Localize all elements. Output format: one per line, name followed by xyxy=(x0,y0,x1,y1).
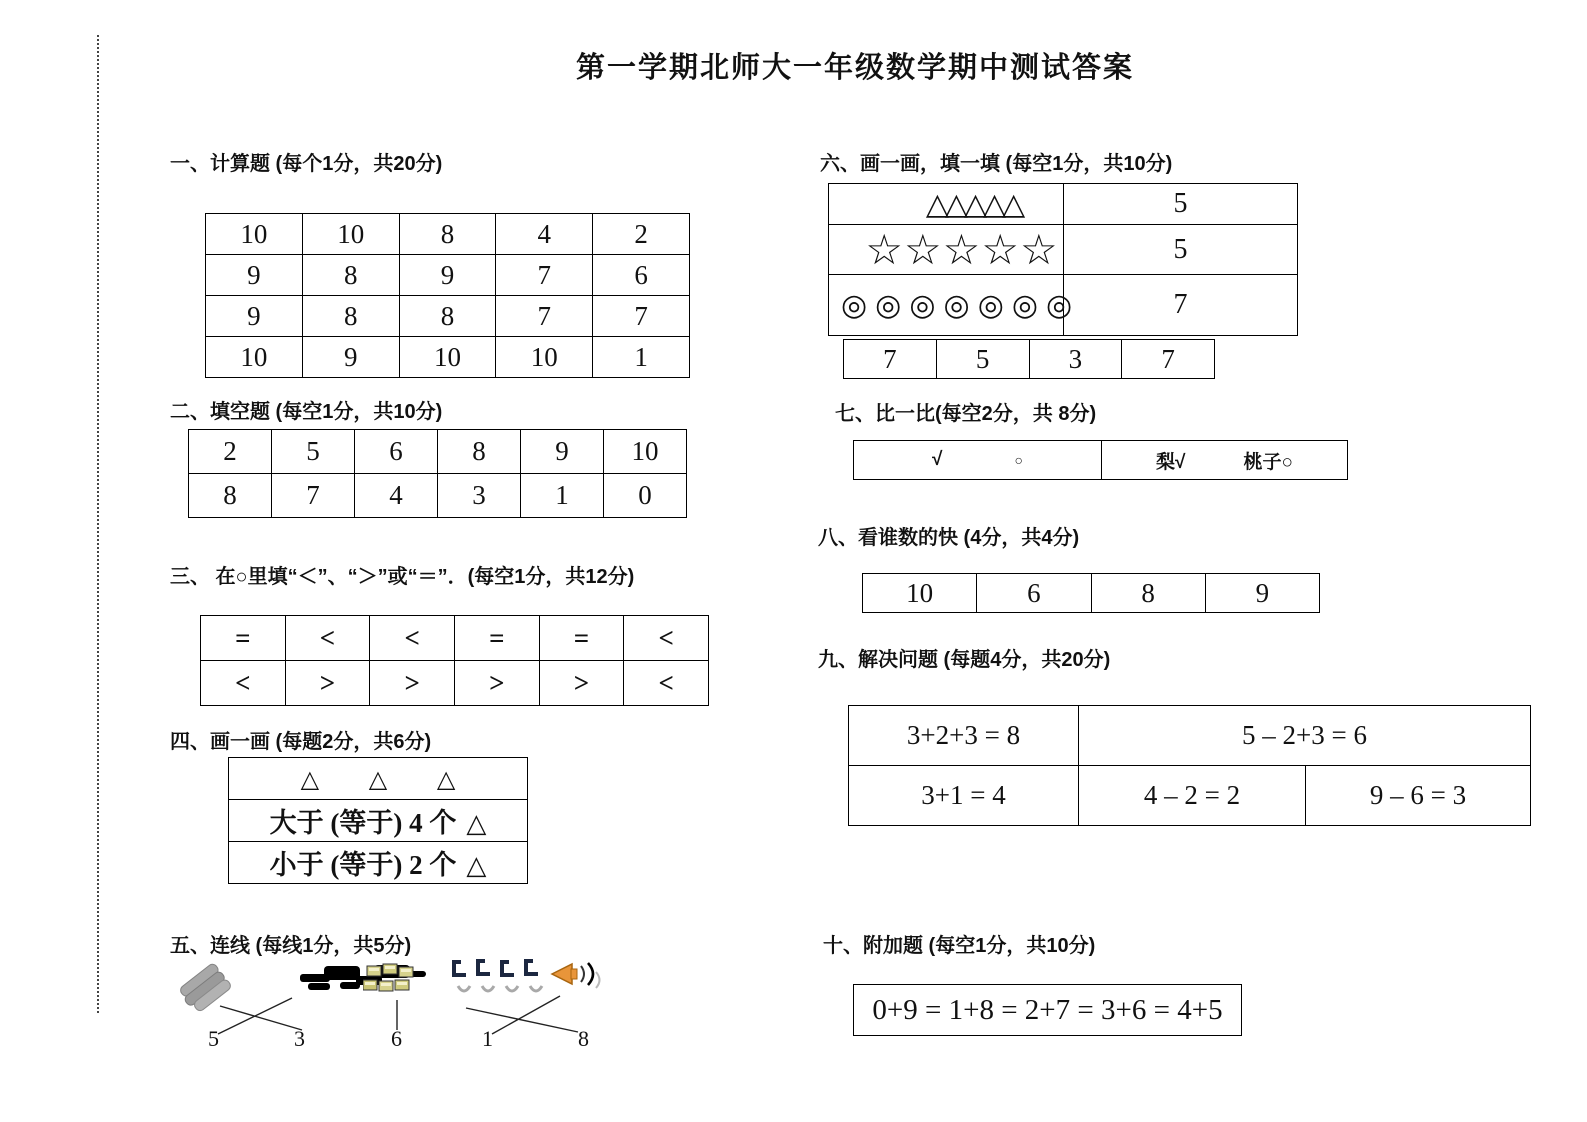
section-8-answer-table xyxy=(862,573,1320,613)
table-cell: 5 xyxy=(272,430,355,474)
table-cell: < xyxy=(285,616,370,661)
table-cell: < xyxy=(624,661,709,706)
section-6-count-table xyxy=(828,183,1298,336)
table-cell: 9 xyxy=(399,255,496,296)
table-cell: 3 xyxy=(438,474,521,518)
section-6-bottom-row xyxy=(843,339,1215,379)
table-cell: 8 xyxy=(1091,574,1205,613)
table-cell: 7 xyxy=(844,340,937,379)
table-cell: 8 xyxy=(189,474,272,518)
peach-answer: 桃子○ xyxy=(1243,451,1293,473)
section-8-heading: 八、看谁数的快 (4分，共4分) xyxy=(818,527,1080,549)
table-cell: 7 xyxy=(272,474,355,518)
section-4-heading: 四、画一画 (每题2分，共6分) xyxy=(170,731,432,753)
compare-right-cell xyxy=(1102,441,1348,480)
match-number: 5 xyxy=(208,1026,219,1051)
table-cell: 9 xyxy=(206,296,303,337)
table-cell: 10 xyxy=(496,337,593,378)
check-mark: √ xyxy=(932,449,943,470)
circle-shapes-cell xyxy=(829,275,1081,336)
match-number: 6 xyxy=(391,1026,402,1051)
triangle-icon: △ xyxy=(466,809,487,839)
count-answer: 7 xyxy=(1064,275,1298,336)
section-2-answer-table xyxy=(188,429,687,518)
section-3-answer-table xyxy=(200,615,709,706)
table-cell: = xyxy=(454,616,539,661)
match-number: 3 xyxy=(294,1026,305,1051)
section-5-heading: 五、连线 (每线1分，共5分) xyxy=(170,935,412,957)
triangle-icon: △ xyxy=(466,851,487,881)
table-cell: 10 xyxy=(604,430,687,474)
table-cell: 7 xyxy=(496,296,593,337)
table-cell: 9 xyxy=(302,337,399,378)
count-answer: 5 xyxy=(1064,184,1298,225)
section-9-heading: 九、解决问题 (每题4分，共20分) xyxy=(818,649,1111,671)
table-cell: < xyxy=(624,616,709,661)
table-cell: < xyxy=(201,661,286,706)
table-cell: 0 xyxy=(604,474,687,518)
less-than-row xyxy=(229,842,528,884)
page-title: 第一学期北师大一年级数学期中测试答案 xyxy=(575,52,1135,84)
triangles-row: △ △ △ xyxy=(229,758,528,800)
table-cell: 8 xyxy=(302,255,399,296)
table-cell: 8 xyxy=(399,214,496,255)
section-4-answer-table xyxy=(228,757,528,884)
triangle-shapes-cell xyxy=(829,184,1064,225)
less-than-label: 小于 (等于) 2 个 xyxy=(269,850,457,880)
stars-icon: ☆☆☆☆☆ xyxy=(865,225,1059,274)
table-cell: 6 xyxy=(977,574,1091,613)
section-9-answer-table xyxy=(848,705,1531,826)
table-cell: 4 xyxy=(496,214,593,255)
pear-answer: 梨√ xyxy=(1156,451,1186,473)
section-1-answer-table xyxy=(205,213,690,378)
table-cell: 2 xyxy=(189,430,272,474)
table-cell: 6 xyxy=(355,430,438,474)
circle-mark: ○ xyxy=(1014,452,1023,468)
table-cell: 1 xyxy=(593,337,690,378)
match-number: 8 xyxy=(578,1026,589,1051)
table-cell: 10 xyxy=(863,574,977,613)
table-cell: = xyxy=(539,616,624,661)
section-6-heading: 六、画一画，填一填 (每空1分，共10分) xyxy=(820,153,1173,175)
equation-cell: 5 – 2+3 = 6 xyxy=(1079,706,1531,766)
triangles-icon: △△△△△ xyxy=(925,186,1022,222)
table-cell: 10 xyxy=(206,337,303,378)
table-cell: 6 xyxy=(593,255,690,296)
section-3-heading: 三、 在○里填“＜”、“＞”或“＝”．(每空1分，共12分) xyxy=(170,566,635,588)
table-cell: < xyxy=(370,616,455,661)
table-cell: 5 xyxy=(936,340,1029,379)
table-cell: 7 xyxy=(1122,340,1215,379)
table-cell: > xyxy=(454,661,539,706)
table-cell: 9 xyxy=(206,255,303,296)
equation-cell: 3+2+3 = 8 xyxy=(849,706,1079,766)
table-cell: 10 xyxy=(206,214,303,255)
table-cell: > xyxy=(370,661,455,706)
compare-left-cell xyxy=(854,441,1102,480)
connection-lines xyxy=(160,950,665,1060)
page-margin-line xyxy=(97,35,99,1013)
table-cell: > xyxy=(285,661,370,706)
circles-icon: ◎◎◎◎◎◎◎ xyxy=(841,287,1081,323)
section-2-heading: 二、填空题 (每空1分，共10分) xyxy=(170,401,443,423)
section-10-heading: 十、附加题 (每空1分，共10分) xyxy=(823,935,1096,957)
table-cell: 10 xyxy=(399,337,496,378)
section-10-answer-box: 0+9 = 1+8 = 2+7 = 3+6 = 4+5 xyxy=(853,984,1242,1036)
table-cell: 3 xyxy=(1029,340,1122,379)
table-cell: 8 xyxy=(438,430,521,474)
table-cell: 2 xyxy=(593,214,690,255)
table-cell: 9 xyxy=(521,430,604,474)
table-cell: 8 xyxy=(399,296,496,337)
table-cell: 4 xyxy=(355,474,438,518)
greater-than-label: 大于 (等于) 4 个 xyxy=(269,808,457,838)
star-shapes-cell xyxy=(829,225,1064,275)
equation-cell: 3+1 = 4 xyxy=(849,766,1079,826)
table-cell: 10 xyxy=(302,214,399,255)
table-cell: = xyxy=(201,616,286,661)
table-cell: 7 xyxy=(593,296,690,337)
section-7-answer-table xyxy=(853,440,1348,480)
table-cell: 8 xyxy=(302,296,399,337)
greater-than-row xyxy=(229,800,528,842)
match-number: 1 xyxy=(482,1026,493,1051)
equation-cell: 9 – 6 = 3 xyxy=(1306,766,1531,826)
count-answer: 5 xyxy=(1064,225,1298,275)
table-cell: 1 xyxy=(521,474,604,518)
matching-exercise xyxy=(160,950,665,1060)
equation-cell: 4 – 2 = 2 xyxy=(1079,766,1306,826)
table-cell: 9 xyxy=(1205,574,1319,613)
table-cell: 7 xyxy=(496,255,593,296)
table-cell: > xyxy=(539,661,624,706)
section-7-heading: 七、比一比(每空2分，共 8分) xyxy=(835,403,1097,425)
section-1-heading: 一、计算题 (每个1分，共20分) xyxy=(170,153,443,175)
